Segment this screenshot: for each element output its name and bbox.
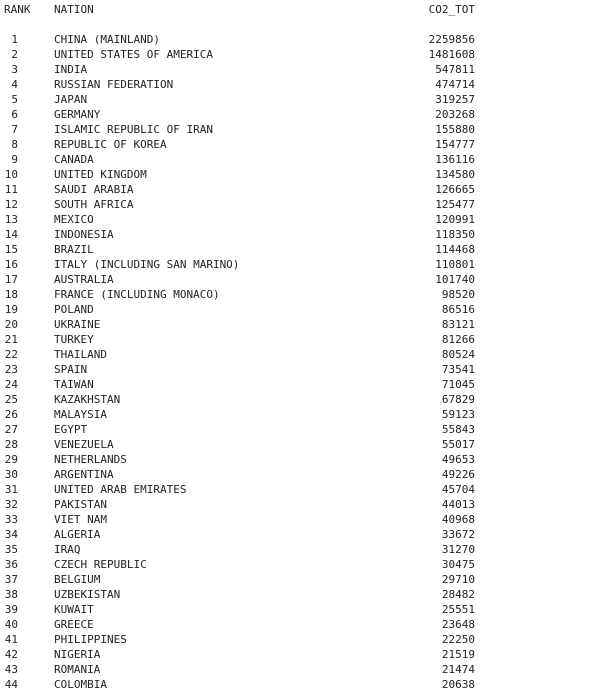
rank-cell: 11	[4, 183, 18, 196]
table-row	[0, 677, 606, 691]
co2-tot-cell: 98520	[441, 288, 475, 301]
co2-tot-cell: 44013	[441, 498, 475, 511]
nation-cell: ISLAMIC REPUBLIC OF IRAN	[54, 123, 213, 136]
co2-tot-cell: 45704	[441, 483, 475, 496]
co2-tot-cell: 55843	[441, 423, 475, 436]
co2-tot-cell: 2259856	[428, 33, 475, 46]
co2-tot-cell: 101740	[435, 273, 475, 286]
co2-tot-cell: 474714	[435, 78, 475, 91]
table-row	[0, 107, 606, 122]
co2-tot-cell: 22250	[441, 633, 475, 646]
co2-tot-cell: 33672	[441, 528, 475, 541]
nation-cell: COLOMBIA	[54, 678, 107, 691]
nation-cell: THAILAND	[54, 348, 107, 361]
nation-cell: VIET NAM	[54, 513, 107, 526]
rank-cell: 8	[11, 138, 18, 151]
co2-tot-cell: 126665	[435, 183, 475, 196]
rank-cell: 26	[4, 408, 18, 421]
co2-tot-cell: 134580	[435, 168, 475, 181]
co2-tot-cell: 40968	[441, 513, 475, 526]
table-row	[0, 662, 606, 677]
nation-cell: MALAYSIA	[54, 408, 107, 421]
rank-cell: 27	[4, 423, 18, 436]
rank-cell: 19	[4, 303, 18, 316]
rank-cell: 29	[4, 453, 18, 466]
table-row	[0, 332, 606, 347]
rank-cell: 37	[4, 573, 18, 586]
table-row	[0, 587, 606, 602]
co2-tot-cell: 203268	[435, 108, 475, 121]
co2-tot-cell: 547811	[435, 63, 475, 76]
rank-cell: 39	[4, 603, 18, 616]
co2-tot-cell: 81266	[441, 333, 475, 346]
nation-cell: INDONESIA	[54, 228, 114, 241]
blank-line	[0, 17, 606, 32]
table-row	[0, 122, 606, 137]
nation-cell: UNITED ARAB EMIRATES	[54, 483, 187, 496]
rank-cell: 20	[4, 318, 18, 331]
table-row	[0, 302, 606, 317]
nation-cell: ITALY (INCLUDING SAN MARINO)	[54, 258, 240, 271]
rank-cell: 42	[4, 648, 18, 661]
rank-cell: 6	[11, 108, 18, 121]
nation-cell: ROMANIA	[54, 663, 101, 676]
table-row	[0, 152, 606, 167]
co2-tot-cell: 83121	[441, 318, 475, 331]
co2-tot-cell: 86516	[441, 303, 475, 316]
nation-cell: UZBEKISTAN	[54, 588, 121, 601]
rank-cell: 15	[4, 243, 18, 256]
table-row	[0, 212, 606, 227]
nation-cell: JAPAN	[54, 93, 88, 106]
co2-tot-cell: 67829	[441, 393, 475, 406]
nation-cell: TURKEY	[54, 333, 94, 346]
nation-cell: SPAIN	[54, 363, 88, 376]
table-row	[0, 32, 606, 47]
nation-cell: POLAND	[54, 303, 94, 316]
rank-cell: 23	[4, 363, 18, 376]
table-row	[0, 92, 606, 107]
co2-tot-cell: 21519	[441, 648, 475, 661]
co2-tot-cell: 118350	[435, 228, 475, 241]
nation-cell: NIGERIA	[54, 648, 101, 661]
rank-cell: 31	[4, 483, 18, 496]
co2-tot-cell: 71045	[441, 378, 475, 391]
rank-cell: 35	[4, 543, 18, 556]
table-row	[0, 242, 606, 257]
table-row	[0, 317, 606, 332]
table-row	[0, 182, 606, 197]
nation-cell: SOUTH AFRICA	[54, 198, 134, 211]
rank-cell: 33	[4, 513, 18, 526]
co2-tot-cell: 73541	[441, 363, 475, 376]
nation-cell: KUWAIT	[54, 603, 94, 616]
nation-cell: AUSTRALIA	[54, 273, 114, 286]
co2-tot-cell: 319257	[435, 93, 475, 106]
nation-cell: CZECH REPUBLIC	[54, 558, 147, 571]
co2-tot-cell: 1481608	[428, 48, 475, 61]
nation-cell: GREECE	[54, 618, 94, 631]
nation-cell: RUSSIAN FEDERATION	[54, 78, 174, 91]
table-row	[0, 287, 606, 302]
rank-cell: 2	[11, 48, 18, 61]
table-row	[0, 167, 606, 182]
nation-cell: CHINA (MAINLAND)	[54, 33, 160, 46]
table-row	[0, 572, 606, 587]
nation-cell: INDIA	[54, 63, 88, 76]
table-row	[0, 62, 606, 77]
table-header-row	[0, 2, 606, 17]
table-row	[0, 47, 606, 62]
co2-tot-cell: 155880	[435, 123, 475, 136]
rank-cell: 22	[4, 348, 18, 361]
rank-cell: 9	[11, 153, 18, 166]
co2-tot-cell: 31270	[441, 543, 475, 556]
co2-tot-cell: 21474	[441, 663, 475, 676]
nation-cell: BRAZIL	[54, 243, 94, 256]
co2-tot-cell: 49226	[441, 468, 475, 481]
rank-cell: 44	[4, 678, 18, 691]
table-row	[0, 407, 606, 422]
co2-tot-cell: 80524	[441, 348, 475, 361]
nation-cell: ARGENTINA	[54, 468, 114, 481]
nation-cell: ALGERIA	[54, 528, 101, 541]
rank-cell: 10	[4, 168, 18, 181]
table-row	[0, 527, 606, 542]
table-row	[0, 272, 606, 287]
rank-cell: 25	[4, 393, 18, 406]
rank-cell: 13	[4, 213, 18, 226]
rank-cell: 14	[4, 228, 18, 241]
nation-cell: SAUDI ARABIA	[54, 183, 134, 196]
table-row	[0, 482, 606, 497]
rank-cell: 7	[11, 123, 18, 136]
nation-cell: CANADA	[54, 153, 94, 166]
nation-cell: PHILIPPINES	[54, 633, 127, 646]
table-row	[0, 497, 606, 512]
column-header-co2-tot: CO2_TOT	[428, 3, 475, 16]
nation-cell: KAZAKHSTAN	[54, 393, 121, 406]
nation-cell: UKRAINE	[54, 318, 101, 331]
table-row	[0, 392, 606, 407]
rank-cell: 24	[4, 378, 18, 391]
co2-tot-cell: 28482	[441, 588, 475, 601]
table-row	[0, 377, 606, 392]
table-row	[0, 197, 606, 212]
nation-cell: NETHERLANDS	[54, 453, 127, 466]
table-row	[0, 602, 606, 617]
table-row	[0, 617, 606, 632]
rank-cell: 30	[4, 468, 18, 481]
co2-tot-cell: 30475	[441, 558, 475, 571]
rank-cell: 32	[4, 498, 18, 511]
nation-cell: TAIWAN	[54, 378, 94, 391]
nation-cell: MEXICO	[54, 213, 94, 226]
table-row	[0, 512, 606, 527]
table-row	[0, 422, 606, 437]
co2-tot-cell: 114468	[435, 243, 475, 256]
nation-cell: UNITED KINGDOM	[54, 168, 147, 181]
co2-tot-cell: 59123	[441, 408, 475, 421]
column-header-rank: RANK	[4, 3, 31, 16]
co2-tot-cell: 125477	[435, 198, 475, 211]
rank-cell: 3	[11, 63, 18, 76]
table-row	[0, 362, 606, 377]
column-header-nation: NATION	[54, 3, 94, 16]
table-row	[0, 347, 606, 362]
rank-cell: 5	[11, 93, 18, 106]
table-row	[0, 542, 606, 557]
table-row	[0, 137, 606, 152]
nation-cell: EGYPT	[54, 423, 88, 436]
rank-cell: 43	[4, 663, 18, 676]
rank-cell: 16	[4, 258, 18, 271]
rank-cell: 17	[4, 273, 18, 286]
rank-cell: 21	[4, 333, 18, 346]
rank-cell: 40	[4, 618, 18, 631]
co2-tot-cell: 20638	[441, 678, 475, 691]
rank-cell: 18	[4, 288, 18, 301]
table-row	[0, 557, 606, 572]
table-row	[0, 227, 606, 242]
rank-cell: 4	[11, 78, 18, 91]
nation-cell: GERMANY	[54, 108, 101, 121]
table-row	[0, 632, 606, 647]
table-row	[0, 452, 606, 467]
co2-tot-cell: 55017	[441, 438, 475, 451]
table-row	[0, 647, 606, 662]
nation-cell: PAKISTAN	[54, 498, 107, 511]
co2-tot-cell: 136116	[435, 153, 475, 166]
nation-cell: REPUBLIC OF KOREA	[54, 138, 167, 151]
co2-tot-cell: 25551	[441, 603, 475, 616]
nation-cell: UNITED STATES OF AMERICA	[54, 48, 213, 61]
rank-cell: 1	[11, 33, 18, 46]
nation-cell: BELGIUM	[54, 573, 101, 586]
nation-cell: IRAQ	[54, 543, 81, 556]
co2-tot-cell: 49653	[441, 453, 475, 466]
rank-cell: 38	[4, 588, 18, 601]
co2-tot-cell: 23648	[441, 618, 475, 631]
nation-cell: FRANCE (INCLUDING MONACO)	[54, 288, 220, 301]
co2-tot-cell: 120991	[435, 213, 475, 226]
rank-cell: 28	[4, 438, 18, 451]
table-body	[0, 32, 606, 691]
co2-tot-cell: 29710	[441, 573, 475, 586]
table-row	[0, 437, 606, 452]
rank-cell: 34	[4, 528, 18, 541]
rank-cell: 12	[4, 198, 18, 211]
nation-cell: VENEZUELA	[54, 438, 114, 451]
rank-cell: 36	[4, 558, 18, 571]
rank-cell: 41	[4, 633, 18, 646]
co2-tot-cell: 110801	[435, 258, 475, 271]
table-row	[0, 257, 606, 272]
co2-tot-cell: 154777	[435, 138, 475, 151]
table-row	[0, 77, 606, 92]
table-row	[0, 467, 606, 482]
